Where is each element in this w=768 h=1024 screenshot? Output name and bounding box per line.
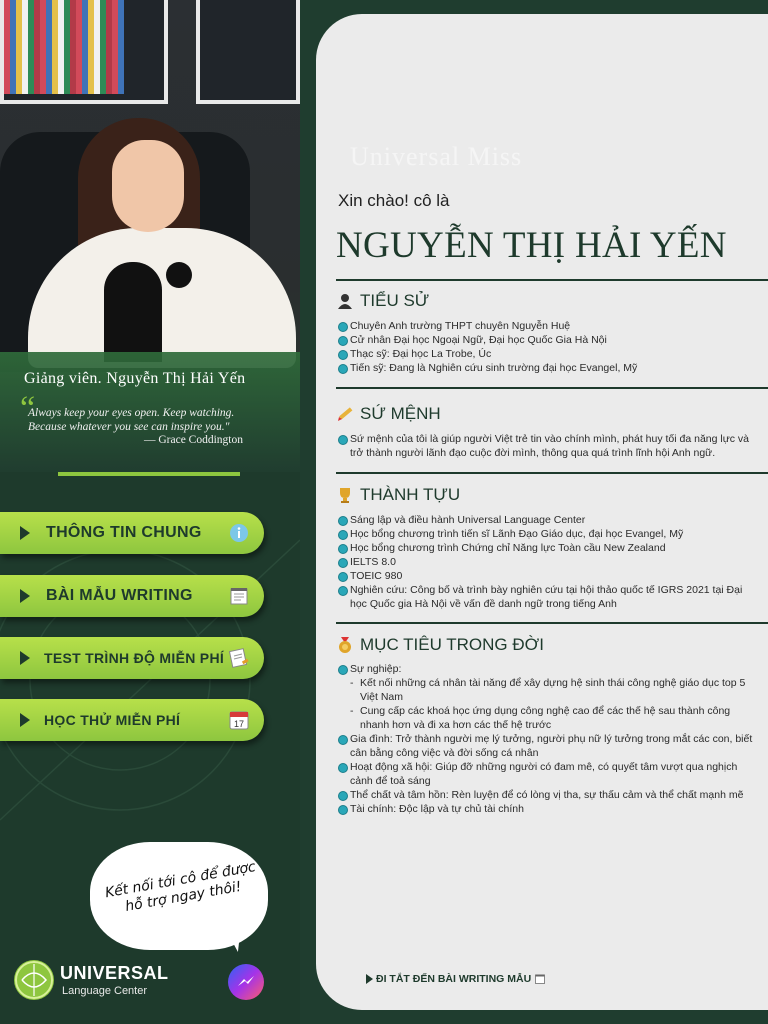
person-face <box>112 140 184 232</box>
shortcut-writing-link[interactable] <box>366 973 545 985</box>
bookshelf-right <box>196 0 300 104</box>
play-icon <box>366 974 373 984</box>
quote-author: — Grace Coddington <box>143 434 243 446</box>
section-title-text: SỨ MỆNH <box>360 404 441 423</box>
goals-list <box>338 662 758 816</box>
brand-subtitle: Language Center <box>62 985 148 997</box>
list-item: Sự nghiệp: <box>338 662 758 676</box>
teacher-caption: Giảng viên. Nguyễn Thị Hải Yến <box>24 370 246 387</box>
menu-button-free-test[interactable] <box>0 637 264 679</box>
list-item: Thể chất và tâm hồn: Rèn luyện để có lòng vị tha, sự thấu cảm và thể chất mạnh mẽ <box>338 788 758 802</box>
divider <box>336 472 768 474</box>
books <box>4 0 124 94</box>
achievements-list <box>338 513 758 611</box>
notepad-icon <box>535 974 545 984</box>
list-subitem: - Kết nối những cá nhân tài năng để xây dựng hệ sinh thái công nghệ giáo dục top 5 Việt Nam <box>338 676 758 704</box>
list-item: Chuyên Anh trường THPT chuyên Nguyễn Huệ <box>338 319 758 333</box>
section-title-mission <box>336 404 441 424</box>
profile-photo <box>0 0 300 472</box>
section-title-achievements <box>336 485 460 505</box>
list-item: IELTS 8.0 <box>338 555 758 569</box>
list-item: Nghiên cứu: Công bố và trình bày nghiên cứu tại hội thảo quốc tế IGRS 2021 tại Đại học Quốc gia Hà Nội về vấn đề danh ngữ trong tiếng Anh <box>338 583 758 611</box>
accent-underline <box>58 472 240 476</box>
section-title-text: MỤC TIÊU TRONG ĐỜI <box>360 635 544 654</box>
list-item: Thạc sỹ: Đại học La Trobe, Úc <box>338 347 758 361</box>
list-item: Gia đình: Trở thành người mẹ lý tưởng, người phụ nữ lý tưởng trong mắt các con, biết cân bằng công việc và đời sống cá nhân <box>338 732 758 760</box>
calendar-icon <box>228 709 250 731</box>
divider <box>336 387 768 389</box>
list-item: Cử nhân Đại học Ngoại Ngữ, Đại học Quốc Gia Hà Nội <box>338 333 758 347</box>
bio-list <box>338 319 758 375</box>
bookshelf <box>0 0 168 104</box>
list-item: Sáng lập và điều hành Universal Language Center <box>338 513 758 527</box>
list-item: TOEIC 980 <box>338 569 758 583</box>
play-icon <box>20 651 30 665</box>
menu-label: HỌC THỬ MIỄN PHÍ <box>44 712 181 728</box>
list-item: Sứ mệnh của tôi là giúp người Việt trẻ tin vào chính mình, phát huy tối đa năng lực và trở thành người lãnh đạo cuộc đời mình, thông qua quá trình lĩnh hội Anh ngữ. <box>338 432 758 460</box>
brooch <box>166 262 192 288</box>
chat-bubble-text: Kết nối tới cô để được hỗ trợ ngay thôi! <box>103 859 257 915</box>
messenger-icon[interactable] <box>228 964 264 1000</box>
play-icon <box>20 526 30 540</box>
ghost-watermark: Universal Miss <box>350 142 523 171</box>
list-item: Tài chính: Độc lập và tự chủ tài chính <box>338 802 758 816</box>
list-item: Tiến sỹ: Đang là Nghiên cứu sinh trường đại học Evangel, Mỹ <box>338 361 758 375</box>
person-shirt <box>104 262 162 362</box>
list-item: Hoạt động xã hội: Giúp đỡ những người có đam mê, có quyết tâm vượt qua nghịch cảnh để toả sáng <box>338 760 758 788</box>
play-icon <box>20 589 30 603</box>
menu-button-free-trial[interactable] <box>0 699 264 741</box>
divider <box>336 279 768 281</box>
trophy-icon <box>336 486 354 504</box>
mission-list <box>338 432 758 460</box>
left-column <box>0 0 300 1024</box>
medal-icon <box>336 636 354 654</box>
inspiration-quote: Always keep your eyes open. Keep watching. Because whatever you see can inspire you." <box>28 407 235 433</box>
brand-name: UNIVERSAL <box>60 963 169 983</box>
divider <box>336 622 768 624</box>
menu-label: THÔNG TIN CHUNG <box>46 524 202 541</box>
shortcut-link-label: ĐI TẮT ĐẾN BÀI WRITING MẪU <box>376 973 532 985</box>
document-icon <box>228 647 250 669</box>
quote-mark-icon: “ <box>20 390 36 427</box>
pencil-icon <box>336 405 354 423</box>
calendar-day: 17 <box>233 719 245 729</box>
play-icon <box>20 713 30 727</box>
list-subitem: - Cung cấp các khoá học ứng dụng công nghệ cao để các thế hệ sau thành công nhanh hơn và đi xa hơn các thế hệ trước <box>338 704 758 732</box>
section-title-text: TIỂU SỬ <box>360 291 430 310</box>
list-item: Học bổng chương trình tiến sĩ Lãnh Đạo Giáo dục, đại học Evangel, Mỹ <box>338 527 758 541</box>
greeting: Xin chào! cô là <box>338 191 450 210</box>
person-icon <box>336 292 354 310</box>
info-icon <box>228 522 250 544</box>
section-title-goals <box>336 635 544 655</box>
list-item: Học bổng chương trình Chứng chỉ Năng lực Toàn cầu New Zealand <box>338 541 758 555</box>
menu-label: TEST TRÌNH ĐỘ MIỄN PHÍ <box>44 650 225 666</box>
notepad-icon <box>228 585 250 607</box>
menu-label: BÀI MẪU WRITING <box>46 587 193 604</box>
brand-logo[interactable] <box>14 960 54 1000</box>
menu-button-writing-samples[interactable] <box>0 575 264 617</box>
section-title-text: THÀNH TỰU <box>360 485 461 504</box>
page-title: NGUYỄN THỊ HẢI YẾN <box>336 225 727 266</box>
section-title-bio <box>336 291 429 311</box>
menu-button-general-info[interactable] <box>0 512 264 554</box>
